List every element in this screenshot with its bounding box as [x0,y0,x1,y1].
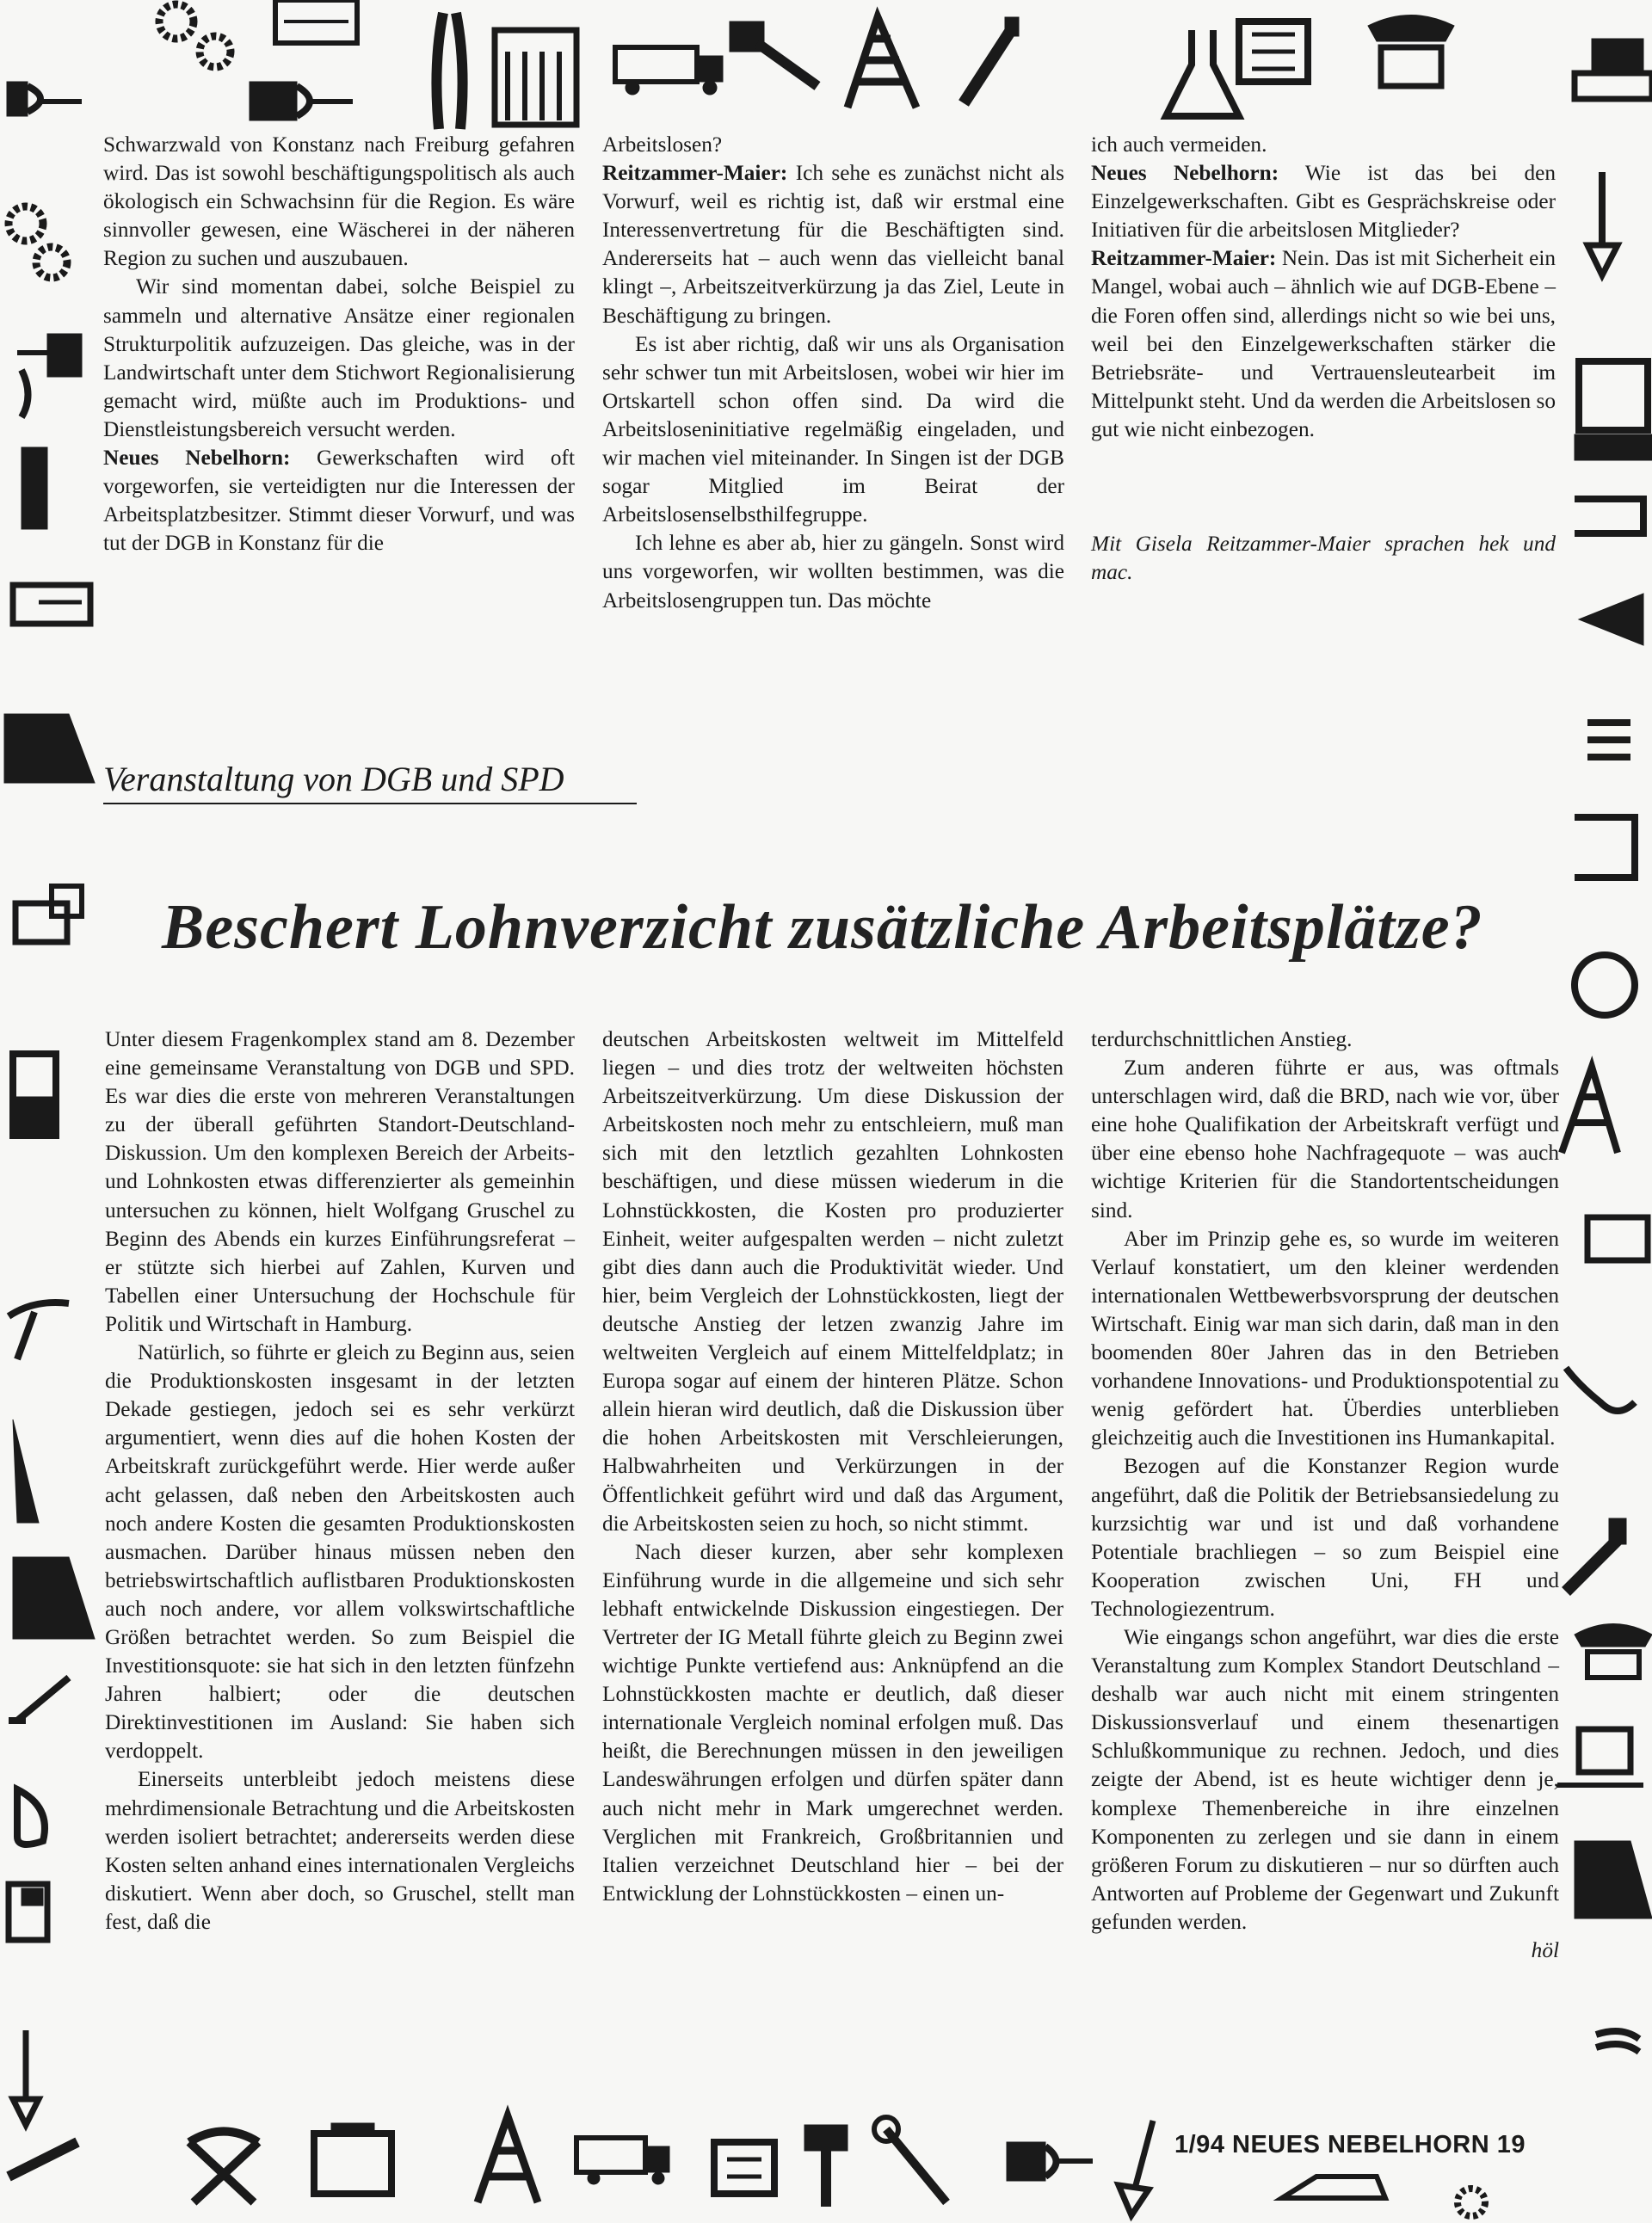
article-column-2 [602,1025,1063,1908]
building-icon [495,30,576,125]
radiator-icon [714,2142,774,2194]
sewing-machine-icon [13,585,90,624]
computer-icon [13,1054,56,1136]
shovel-icon [1587,172,1618,275]
ladder-icon [478,2116,538,2202]
hammer-icon [730,22,817,86]
brush-icon [9,2142,77,2177]
truck-icon [1282,2177,1385,2198]
plug-icon [1007,2142,1093,2181]
typewriter-icon [13,1557,95,1639]
article-paragraph: Wie eingangs schon angeführt, war dies die erste Veranstaltung zum Komplex Standort Deutschland – deshalb war auch nicht mit einem stringenten Diskussionsverlauf und einem thesenartigen Schlußkommunique zu rechnen. Jedoch, und dies zeigte der Abend, ist es heute wichtiger denn je, komplexe Themenbereiche in ihre einzelnen Komponenten zu zerlegen und sie dann in einem größeren Forum zu diskutieren – nur so dürften auch Antworten auf Probleme der Gegenwart und Zukunft gefunden werden. [1091,1624,1559,1934]
truck-icon [576,2138,669,2184]
shovel-icon [13,2030,39,2125]
cash-register-icon [9,1884,47,1940]
article-headline: Beschert Lohnverzicht zusätzliche Arbeitsplätze? [162,892,1483,963]
truck-icon [615,47,723,95]
article-paragraph: Einerseits unterbleibt jedoch meistens diese mehrdimensionale Betrachtung und die Arbeitskosten werden isoliert betrachtet; andererseits werden diese Kosten selten anhand eines internationalen Vergleichs diskutiert. Wenn aber doch, so Gruschel, stellt man fest, daß die [105,1767,575,1934]
telephone-icon [1566,1368,1635,1411]
wrench-icon [874,2117,946,2202]
article-signature: höl [1531,1938,1559,1962]
interview-paragraph: Neues Nebelhorn: Gewerkschaften wird oft vorgeworfen, sie verteidigten nur die Interessen der Arbeitsplatzbesitzer. Stimmt dieser Vorwurf, und was tut der DGB in Konstanz für die [103,446,575,556]
pliers-icon [9,1302,69,1359]
speaker-label: Neues Nebelhorn: [103,446,291,471]
typewriter-icon [4,714,95,783]
article-column-1 [105,1025,575,1937]
gears-icon [9,206,67,278]
interview-column-2 [602,131,1064,615]
typewriter-icon [1575,1841,1652,1918]
article-paragraph: Aber im Prinzip gehe es, so wurde im weiteren Verlauf konstatiert, um den kleiner werdenden internationalen Wettbewerbsvorsprung der deutschen Wirtschaft. Einig war man sich darin, daß man in den boomenden 80er Jahren das in den Betrieben vorhandene Innovations- und Produktionspotential zu wenig gefördert hat. Überdies unterblieben gleichzeitig auch die Investitionen ins Humankapital. [1091,1226,1559,1450]
article-paragraph: Unter diesem Fragenkomplex stand am 8. Dezember eine gemeinsame Veranstaltung von DGB und SPD. Es war dies die erste von mehreren Veranstaltungen zu der überall geführten Standort-Deutschland-Diskussion. Um den komplexen Bereich der Arbeits- und Lohnkosten etwas differenzierter als gemeinhin untersuchen zu können, hielt Wolfgang Gruschel zu Beginn des Abends ein kurzes Einführungsreferat – er stützte sich hierbei auf Zahlen, Kurven und Tabellen einer Untersuchung der Hochschule für Politik und Wirtschaft in Hamburg. [105,1027,575,1336]
pliers-icon [189,2132,258,2203]
gears-icon [159,4,231,67]
flask-icon [1166,30,1239,116]
interview-paragraph: Reitzammer-Maier: Nein. Das ist mit Sicherheit ein Mangel, wobai auch – ähnlich wie auf DGB-Ebene – die Foren offen sind, allerdings nicht so wie bei uns, weil bei den Einzelgewerkschaften stärker die Betriebsräte- und Vertrauensleutearbeit im Mittelpunkt steht. Und da werden die Arbeitslosen so gut wie nicht einbezogen. [1091,246,1556,441]
cash-register-icon [15,886,82,942]
hammer-icon [804,2125,848,2207]
speaker-label: Reitzammer-Maier: [602,161,788,186]
article-paragraph: deutschen Arbeitskosten weltweit im Mittelfeld liegen – und dies trotz der weltweiten höchsten Arbeitszeitverkürzung. Um diese Diskussion der Arbeitskosten noch mehr zu entschleiern, muß man sich mit den letztlich gezahlten Lohnkosten beschäftigen, und diese müssen wiederum in die Lohnstückkosten, die Kosten pro produzierter Einheit, weiter aufgespalten werden – nicht zuletzt gibt dies dann auch die Produktivität wieder. Und hier, beim Vergleich der Lohnstückkosten, liegt der deutsche Anstieg der letzen zwanzig Jahre im weltweiten Vergleich auf einem Mittelfeldplatz; in Europa sogar auf einem der hinteren Plätze. Schon allein hieran wird deutlich, daß die Diskussion über die hohen Arbeitskosten mit Verschleierungen, Halbwahrheiten und Verkürzungen in der Öffentlichkeit geführt wird und daß das Argument, die Arbeitskosten seien zu hoch, so nicht stimmt. [602,1027,1063,1536]
article-column-3 [1091,1025,1559,1965]
brush-icon [1566,1518,1626,1592]
typewriter-icon [1575,955,1635,1015]
sewing-machine-icon [1587,1217,1648,1260]
shovel-icon [1119,2121,1153,2215]
article-paragraph: Natürlich, so führte er gleich zu Beginn aus, seien die Produktionskosten insgesamt in der letzten Dekade gestiegen, jedoch sei es sehr verkürzt argumentiert, wenn dies auf die hohen Kosten der Arbeitskraft zurückgeführt werde. Hier werde außer acht gelassen, daß neben den Arbeitskosten auch noch andere Kosten die gesamten Produktionskosten ausmachen. Darüber hinaus müssen neben den betriebswirtschaftlich auflistbaren Produktionskosten auch noch andere, vor allem volkswirtschaftliche Größen betrachtet werden. So zum Beispiel die Investitionsquote: sie hat sich in den letzten fünfzehn Jahren halbiert; oder die deutschen Direktinvestitionen im Ausland: Sie haben sich verdoppelt. [105,1340,575,1764]
article-paragraph: Nach dieser kurzen, aber sehr komplexen Einführung wurde in die allgemeine und sich sehr lebhaft entwickelnde Diskussion eingestiegen. Der Vertreter der IG Metall führte gleich zu Beginn zwei wichtige Punkte vertiefend aus: Anknüpfend an die Lohnstückkosten machte er deutlich, daß dieser internationale Vergleich nominal erfolgen muß. Das heißt, die Berechnungen müssen in den jeweiligen Landeswährungen erfolgen und dürfen später dann auch nicht mehr in Mark umgerechnet werden. Verglichen mit Frankreich, Großbritannien und Italien verzeichnet Deutschland hier – bei der Entwicklung der Lohnstückkosten – einen un- [602,1539,1063,1906]
ladder-icon [1562,1067,1618,1153]
toolbox-icon [275,0,357,43]
cash-register-icon [1575,39,1652,99]
radiator-icon [1239,22,1308,82]
toolbox-icon [314,2123,391,2194]
interview-credit: Mit Gisela Reitzammer-Maier sprachen hek und mac. [1091,532,1556,585]
page-footer: 1/94 NEUES NEBELHORN 19 [1174,2131,1526,2158]
interview-paragraph: Neues Nebelhorn: Wie ist das bei den Einzelgewerkschaften. Gibt es Gesprächskreise oder Initiativen für die arbeitslosen Mitglieder? [1091,161,1556,243]
cash-register-icon [1557,1729,1643,1785]
brush-icon [964,17,1019,103]
telephone-icon [1575,1624,1652,1678]
speaker-label: Neues Nebelhorn: [1091,161,1279,186]
plug-icon [250,82,353,120]
ladder-icon [848,17,916,108]
interview-paragraph: Reitzammer-Maier: Ich sehe es zunächst nicht als Vorwurf, weil es richtig ist, daß wir erstmal eine Interessenvertretung für die Beschäftigten sind. Andererseits hat – auch wenn das vielleicht banal klingt –, Arbeitszeitverkürzung ja das Ziel, Leute in Beschäftigung zu bringen. [602,161,1064,328]
plug-icon [7,82,82,116]
interview-paragraph: Ich lehne es aber ab, hier zu gängeln. Sonst wird uns vorgeworfen, wir wollten bestimmen, was die Arbeitslosengruppen tun. Das möchte [602,531,1064,613]
plug-icon [17,334,82,377]
interview-paragraph: ich auch vermeiden. [1091,132,1267,157]
gears-icon [1458,2189,1485,2216]
computer-icon [1575,361,1652,460]
pliers-icon [436,13,462,129]
speaker-label: Reitzammer-Maier: [1091,246,1277,271]
interview-column-3 [1091,131,1556,587]
article-paragraph: terdurchschnittlichen Anstieg. [1091,1027,1353,1051]
interview-paragraph: Wir sind momentan dabei, solche Beispiel zu sammeln und alternative Ansätze einer regionalen Strukturpolitik aufzuzeigen. Das gleiche, was in der Landwirtschaft unter dem Stichwort Regionalisierung gemacht wird, müßte auch im Produktions- und Dienstleistungsbereich versucht werden. [103,274,575,441]
article-paragraph: Bezogen auf die Konstanzer Region wurde angeführt, daß die Politik der Betriebsansiedelung zu kurzsichtig war und ist und daß vorhandene Potentiale brachliegen – so zum Beispiel eine Kooperation zwischen Uni, FH und Technologiezentrum. [1091,1454,1559,1621]
interview-paragraph: Es ist aber richtig, daß wir uns als Organisation sehr schwer tun mit Arbeitslosen, wobei wir hier im Ortskartell schon offen sind. Da wird die Arbeitsloseninitiative regelmäßig eingeladen, und wir machen viel miteinander. In Singen ist der DGB sogar Mitglied im Beirat der Arbeitslosenselbsthilfegruppe. [602,331,1064,527]
telephone-icon [1368,15,1454,87]
interview-paragraph: Schwarzwald von Konstanz nach Freiburg gefahren wird. Das ist sowohl beschäftigungspolitisch als auch ökologisch ein Schwachsinn für die Region. Es wäre sinnvoller gewesen, eine Wäscherei in der näheren Region zu suchen und auszubauen. [103,132,575,271]
interview-paragraph: Arbeitslosen? [602,132,723,157]
article-paragraph: Zum anderen führte er aus, was oftmals unterschlagen wird, daß die BRD, nach wie vor, über eine hohe Qualifikation der Arbeitskraft verfügt und über eine ebenso hohe Nachfragequote – was auch wichtige Kriterien für die Standortentscheidungen sind. [1091,1056,1559,1222]
article-kicker: Veranstaltung von DGB und SPD [103,759,637,804]
interview-column-1 [103,131,575,557]
